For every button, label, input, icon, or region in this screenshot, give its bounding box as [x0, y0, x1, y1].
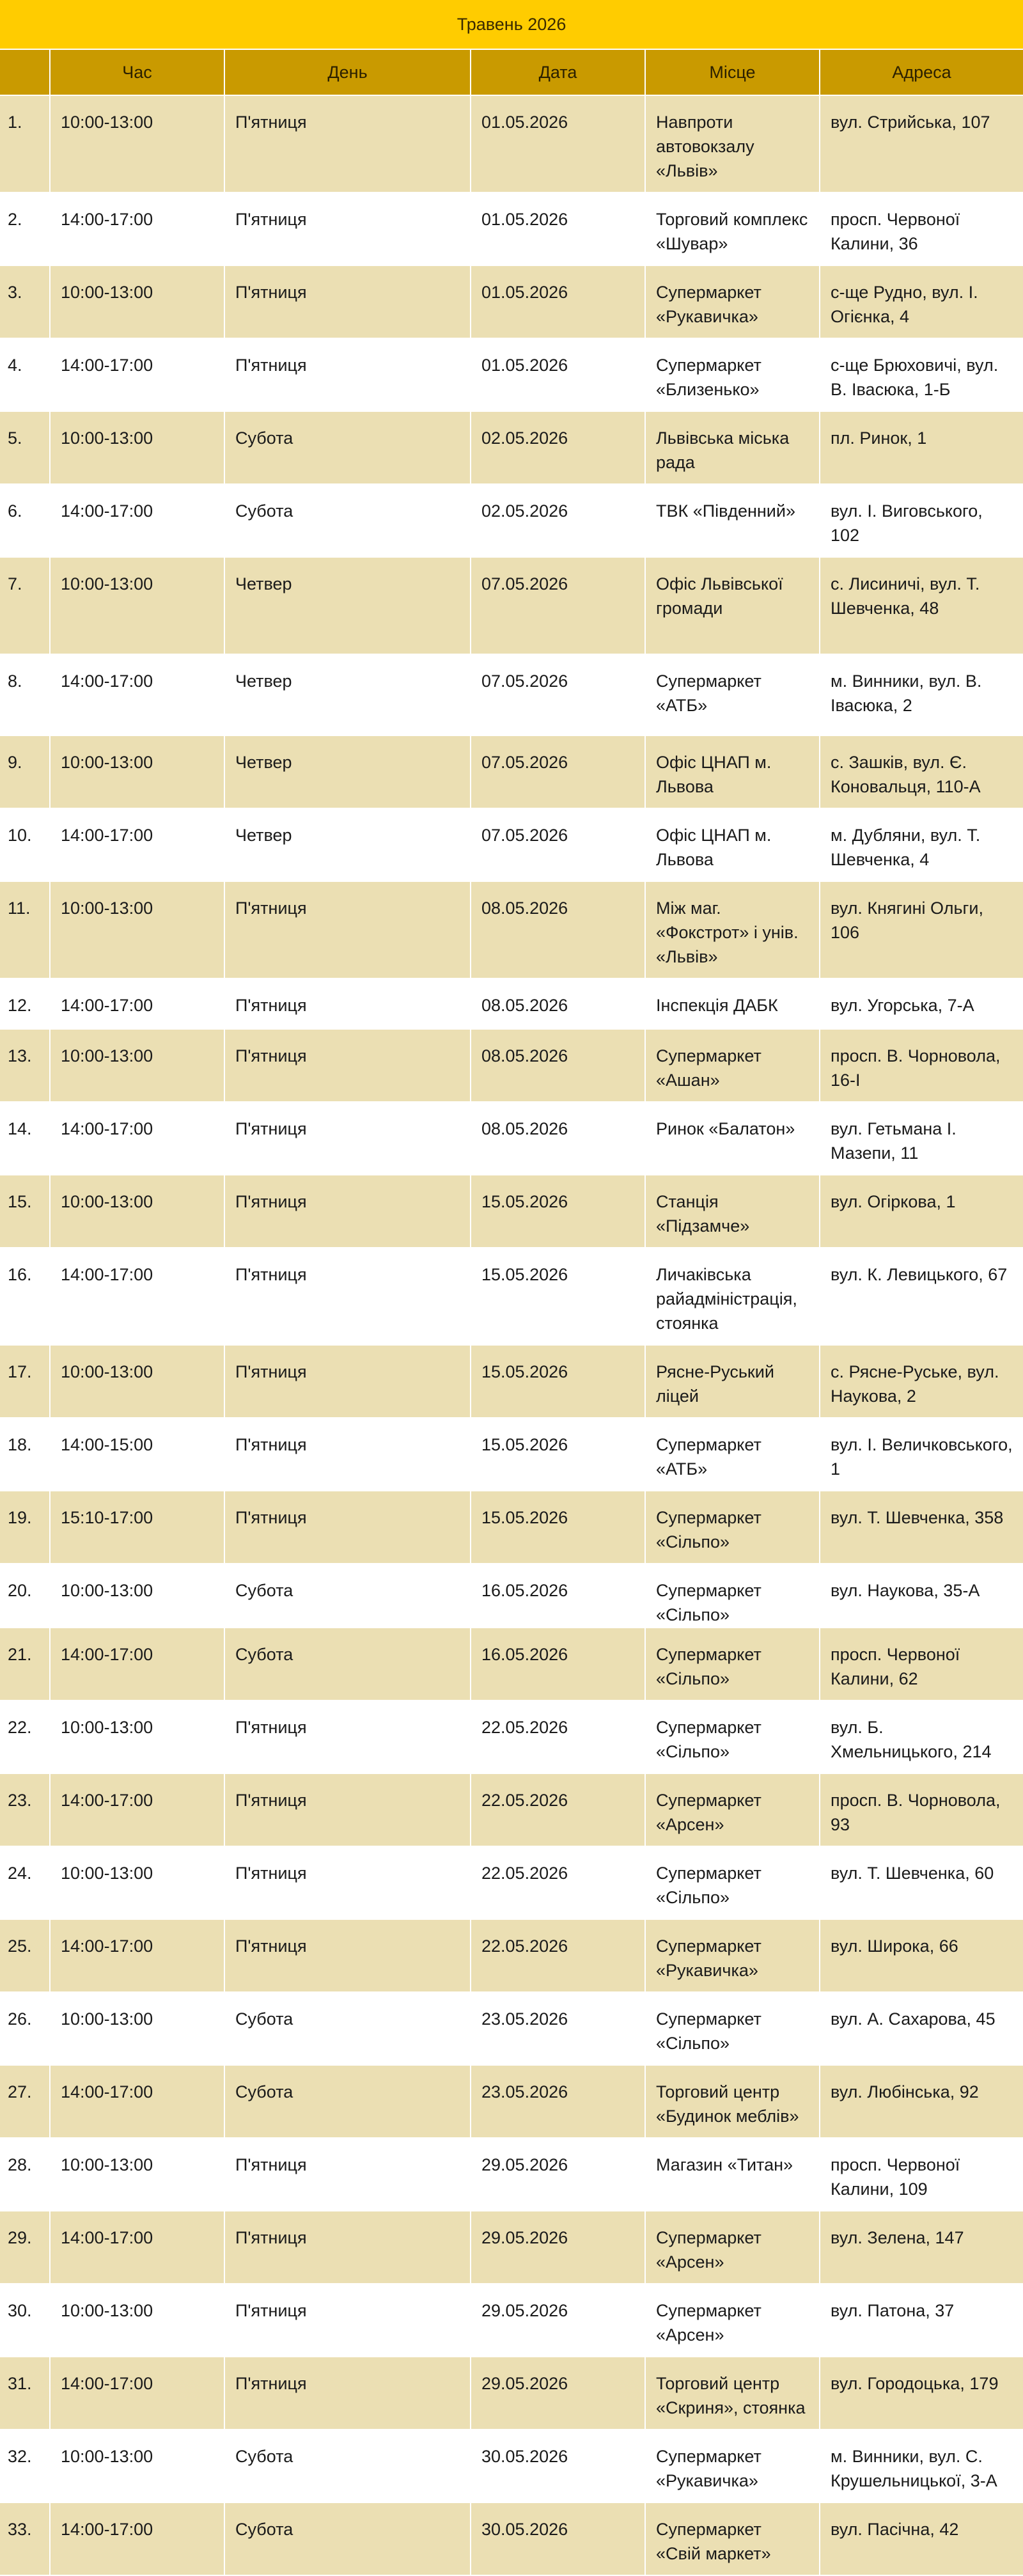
table-body	[0, 95, 1023, 2575]
cell-day: П'ятниця	[224, 1102, 471, 1175]
cell-date: 01.05.2026	[471, 95, 645, 192]
cell-time: 14:00-17:00	[50, 978, 224, 1029]
table-row	[0, 654, 1023, 735]
cell-number: 12.	[0, 978, 50, 1029]
cell-address: вул. Гетьмана І. Мазепи, 11	[820, 1102, 1023, 1175]
table-row	[0, 2138, 1023, 2211]
cell-place: Офіс Львівської громади	[645, 557, 820, 654]
table-row	[0, 978, 1023, 1029]
cell-address: просп. Червоної Калини, 62	[820, 1628, 1023, 1700]
table-row	[0, 1846, 1023, 1919]
table-title-row	[0, 0, 1023, 49]
cell-address: вул. К. Левицького, 67	[820, 1248, 1023, 1345]
cell-time: 10:00-13:00	[50, 557, 224, 654]
cell-date: 07.05.2026	[471, 557, 645, 654]
cell-place: Супермаркет «Рукавичка»	[645, 1919, 820, 1992]
cell-place: Супермаркет «Сільпо»	[645, 1846, 820, 1919]
cell-number: 17.	[0, 1345, 50, 1418]
table-row	[0, 192, 1023, 265]
cell-date: 08.05.2026	[471, 1029, 645, 1102]
cell-time: 10:00-13:00	[50, 2430, 224, 2502]
cell-time: 10:00-13:00	[50, 1029, 224, 1102]
cell-date: 08.05.2026	[471, 978, 645, 1029]
cell-time: 10:00-13:00	[50, 1700, 224, 1773]
cell-date: 15.05.2026	[471, 1175, 645, 1248]
cell-place: Супермаркет «АТБ»	[645, 654, 820, 735]
cell-time: 10:00-13:00	[50, 265, 224, 338]
table-row	[0, 1029, 1023, 1102]
table-row	[0, 1628, 1023, 1700]
table-row	[0, 1992, 1023, 2065]
cell-date: 23.05.2026	[471, 1992, 645, 2065]
cell-place: Супермаркет «Рукавичка»	[645, 2430, 820, 2502]
cell-address: с-ще Рудно, вул. І. Огієнка, 4	[820, 265, 1023, 338]
cell-number: 24.	[0, 1846, 50, 1919]
cell-day: Субота	[224, 1992, 471, 2065]
cell-address: пл. Ринок, 1	[820, 411, 1023, 484]
cell-number: 21.	[0, 1628, 50, 1700]
cell-number: 8.	[0, 654, 50, 735]
cell-date: 23.05.2026	[471, 2065, 645, 2138]
table-title: Травень 2026	[0, 0, 1023, 49]
cell-place: Супермаркет «Сільпо»	[645, 1564, 820, 1628]
cell-number: 2.	[0, 192, 50, 265]
cell-place: Львівська міська рада	[645, 411, 820, 484]
cell-number: 4.	[0, 338, 50, 411]
cell-day: Четвер	[224, 735, 471, 808]
cell-time: 14:00-17:00	[50, 2357, 224, 2430]
cell-address: вул. І. Виговського, 102	[820, 484, 1023, 557]
cell-time: 14:00-15:00	[50, 1418, 224, 1491]
table-row	[0, 2430, 1023, 2502]
cell-address: м. Дубляни, вул. Т. Шевченка, 4	[820, 808, 1023, 881]
cell-day: П'ятниця	[224, 1175, 471, 1248]
cell-place: Личаківська райадміністрація, стоянка	[645, 1248, 820, 1345]
cell-time: 14:00-17:00	[50, 654, 224, 735]
cell-place: Офіс ЦНАП м. Львова	[645, 735, 820, 808]
cell-address: просп. В. Чорновола, 93	[820, 1773, 1023, 1846]
cell-date: 07.05.2026	[471, 735, 645, 808]
table-row	[0, 1700, 1023, 1773]
table-row	[0, 338, 1023, 411]
cell-number: 18.	[0, 1418, 50, 1491]
cell-date: 30.05.2026	[471, 2430, 645, 2502]
cell-number: 33.	[0, 2502, 50, 2575]
cell-day: П'ятниця	[224, 1919, 471, 1992]
table-row	[0, 2357, 1023, 2430]
cell-place: Супермаркет «Сільпо»	[645, 1491, 820, 1564]
cell-time: 14:00-17:00	[50, 1628, 224, 1700]
cell-date: 30.05.2026	[471, 2502, 645, 2575]
cell-day: П'ятниця	[224, 2284, 471, 2357]
cell-date: 22.05.2026	[471, 1773, 645, 1846]
header-number	[0, 49, 50, 95]
cell-date: 22.05.2026	[471, 1919, 645, 1992]
cell-time: 14:00-17:00	[50, 484, 224, 557]
cell-day: Четвер	[224, 808, 471, 881]
cell-number: 10.	[0, 808, 50, 881]
cell-date: 08.05.2026	[471, 1102, 645, 1175]
cell-date: 22.05.2026	[471, 1700, 645, 1773]
cell-number: 25.	[0, 1919, 50, 1992]
cell-day: Субота	[224, 484, 471, 557]
cell-address: вул. Патона, 37	[820, 2284, 1023, 2357]
cell-address: вул. І. Величковського, 1	[820, 1418, 1023, 1491]
cell-address: вул. А. Сахарова, 45	[820, 1992, 1023, 2065]
cell-time: 10:00-13:00	[50, 2138, 224, 2211]
table-row	[0, 557, 1023, 654]
header-place: Місце	[645, 49, 820, 95]
cell-place: ТВК «Південний»	[645, 484, 820, 557]
cell-number: 20.	[0, 1564, 50, 1628]
cell-date: 15.05.2026	[471, 1491, 645, 1564]
cell-address: вул. Широка, 66	[820, 1919, 1023, 1992]
cell-day: П'ятниця	[224, 1248, 471, 1345]
cell-address: с. Лисиничі, вул. Т. Шевченка, 48	[820, 557, 1023, 654]
cell-day: Субота	[224, 2430, 471, 2502]
cell-date: 02.05.2026	[471, 484, 645, 557]
cell-address: вул. Наукова, 35-А	[820, 1564, 1023, 1628]
cell-date: 01.05.2026	[471, 338, 645, 411]
cell-number: 23.	[0, 1773, 50, 1846]
table-row	[0, 1248, 1023, 1345]
cell-address: вул. Стрийська, 107	[820, 95, 1023, 192]
cell-date: 07.05.2026	[471, 654, 645, 735]
header-date: Дата	[471, 49, 645, 95]
header-address: Адреса	[820, 49, 1023, 95]
cell-place: Супермаркет «Арсен»	[645, 1773, 820, 1846]
cell-time: 10:00-13:00	[50, 1175, 224, 1248]
cell-time: 10:00-13:00	[50, 411, 224, 484]
cell-address: вул. Зелена, 147	[820, 2211, 1023, 2284]
cell-place: Супермаркет «Близенько»	[645, 338, 820, 411]
cell-day: П'ятниця	[224, 1029, 471, 1102]
cell-time: 10:00-13:00	[50, 881, 224, 978]
cell-day: П'ятниця	[224, 978, 471, 1029]
cell-day: П'ятниця	[224, 2357, 471, 2430]
table-row	[0, 2211, 1023, 2284]
cell-number: 30.	[0, 2284, 50, 2357]
cell-time: 10:00-13:00	[50, 1564, 224, 1628]
cell-address: вул. Пасічна, 42	[820, 2502, 1023, 2575]
cell-date: 08.05.2026	[471, 881, 645, 978]
cell-date: 15.05.2026	[471, 1248, 645, 1345]
cell-number: 6.	[0, 484, 50, 557]
cell-place: Навпроти автовокзалу «Львів»	[645, 95, 820, 192]
header-time: Час	[50, 49, 224, 95]
cell-date: 29.05.2026	[471, 2357, 645, 2430]
cell-place: Торговий центр «Будинок меблів»	[645, 2065, 820, 2138]
cell-address: вул. Княгині Ольги, 106	[820, 881, 1023, 978]
cell-place: Супермаркет «Арсен»	[645, 2211, 820, 2284]
cell-address: с-ще Брюховичі, вул. В. Івасюка, 1-Б	[820, 338, 1023, 411]
cell-time: 10:00-13:00	[50, 2284, 224, 2357]
table-row	[0, 95, 1023, 192]
cell-day: Субота	[224, 2065, 471, 2138]
cell-day: Субота	[224, 2502, 471, 2575]
cell-address: просп. Червоної Калини, 36	[820, 192, 1023, 265]
cell-day: Четвер	[224, 654, 471, 735]
cell-number: 3.	[0, 265, 50, 338]
cell-address: м. Винники, вул. В. Івасюка, 2	[820, 654, 1023, 735]
cell-number: 16.	[0, 1248, 50, 1345]
cell-time: 10:00-13:00	[50, 735, 224, 808]
table-row	[0, 1491, 1023, 1564]
cell-date: 01.05.2026	[471, 265, 645, 338]
cell-address: м. Винники, вул. С. Крушельницької, 3-А	[820, 2430, 1023, 2502]
cell-address: просп. Червоної Калини, 109	[820, 2138, 1023, 2211]
cell-time: 14:00-17:00	[50, 2065, 224, 2138]
cell-time: 15:10-17:00	[50, 1491, 224, 1564]
cell-place: Торговий комплекс «Шувар»	[645, 192, 820, 265]
table-row	[0, 1102, 1023, 1175]
header-day: День	[224, 49, 471, 95]
cell-date: 29.05.2026	[471, 2138, 645, 2211]
cell-day: Субота	[224, 1564, 471, 1628]
cell-address: вул. Т. Шевченка, 60	[820, 1846, 1023, 1919]
cell-day: П'ятниця	[224, 1773, 471, 1846]
cell-time: 14:00-17:00	[50, 1102, 224, 1175]
table-row	[0, 735, 1023, 808]
cell-number: 7.	[0, 557, 50, 654]
cell-time: 14:00-17:00	[50, 192, 224, 265]
table-row	[0, 2502, 1023, 2575]
cell-place: Рясне-Руський ліцей	[645, 1345, 820, 1418]
cell-number: 14.	[0, 1102, 50, 1175]
cell-day: П'ятниця	[224, 95, 471, 192]
table-row	[0, 808, 1023, 881]
table-header-row	[0, 49, 1023, 95]
cell-day: П'ятниця	[224, 192, 471, 265]
cell-place: Ринок «Балатон»	[645, 1102, 820, 1175]
cell-address: просп. В. Чорновола, 16-І	[820, 1029, 1023, 1102]
cell-number: 31.	[0, 2357, 50, 2430]
table-row	[0, 1418, 1023, 1491]
table-row	[0, 2065, 1023, 2138]
table-row	[0, 1773, 1023, 1846]
table-row	[0, 1564, 1023, 1628]
cell-address: вул. Любінська, 92	[820, 2065, 1023, 2138]
cell-number: 32.	[0, 2430, 50, 2502]
cell-time: 14:00-17:00	[50, 1773, 224, 1846]
cell-day: П'ятниця	[224, 881, 471, 978]
cell-number: 28.	[0, 2138, 50, 2211]
cell-place: Торговий центр «Скриня», стоянка	[645, 2357, 820, 2430]
cell-time: 10:00-13:00	[50, 1345, 224, 1418]
table-row	[0, 2284, 1023, 2357]
cell-number: 11.	[0, 881, 50, 978]
cell-place: Супермаркет «Рукавичка»	[645, 265, 820, 338]
cell-date: 29.05.2026	[471, 2284, 645, 2357]
cell-place: Супермаркет «Ашан»	[645, 1029, 820, 1102]
cell-place: Магазин «Титан»	[645, 2138, 820, 2211]
table-row	[0, 1175, 1023, 1248]
cell-date: 29.05.2026	[471, 2211, 645, 2284]
cell-number: 22.	[0, 1700, 50, 1773]
cell-number: 5.	[0, 411, 50, 484]
cell-date: 16.05.2026	[471, 1628, 645, 1700]
cell-address: вул. Б. Хмельницького, 214	[820, 1700, 1023, 1773]
cell-day: П'ятниця	[224, 2211, 471, 2284]
table-row	[0, 1919, 1023, 1992]
cell-address: с. Рясне-Руське, вул. Наукова, 2	[820, 1345, 1023, 1418]
cell-time: 14:00-17:00	[50, 338, 224, 411]
cell-place: Супермаркет «Свій маркет»	[645, 2502, 820, 2575]
cell-number: 15.	[0, 1175, 50, 1248]
cell-date: 02.05.2026	[471, 411, 645, 484]
cell-address: вул. Огіркова, 1	[820, 1175, 1023, 1248]
cell-place: Супермаркет «Арсен»	[645, 2284, 820, 2357]
cell-place: Супермаркет «Сільпо»	[645, 1628, 820, 1700]
cell-address: с. Зашків, вул. Є. Коновальця, 110-А	[820, 735, 1023, 808]
cell-place: Між маг. «Фокстрот» і унів. «Львів»	[645, 881, 820, 978]
cell-day: П'ятниця	[224, 1846, 471, 1919]
table-row	[0, 881, 1023, 978]
cell-place: Супермаркет «Сільпо»	[645, 1700, 820, 1773]
cell-day: П'ятниця	[224, 338, 471, 411]
cell-place: Супермаркет «Сільпо»	[645, 1992, 820, 2065]
cell-place: Інспекція ДАБК	[645, 978, 820, 1029]
cell-place: Супермаркет «АТБ»	[645, 1418, 820, 1491]
cell-place: Офіс ЦНАП м. Львова	[645, 808, 820, 881]
cell-day: Субота	[224, 1628, 471, 1700]
cell-time: 14:00-17:00	[50, 2211, 224, 2284]
cell-number: 13.	[0, 1029, 50, 1102]
cell-day: П'ятниця	[224, 2138, 471, 2211]
cell-day: Субота	[224, 411, 471, 484]
cell-time: 14:00-17:00	[50, 1248, 224, 1345]
cell-time: 10:00-13:00	[50, 95, 224, 192]
cell-date: 22.05.2026	[471, 1846, 645, 1919]
cell-day: Четвер	[224, 557, 471, 654]
cell-time: 14:00-17:00	[50, 1919, 224, 1992]
cell-date: 15.05.2026	[471, 1418, 645, 1491]
cell-place: Станція «Підзамче»	[645, 1175, 820, 1248]
cell-day: П'ятниця	[224, 1345, 471, 1418]
cell-day: П'ятниця	[224, 1418, 471, 1491]
table-row	[0, 484, 1023, 557]
cell-address: вул. Т. Шевченка, 358	[820, 1491, 1023, 1564]
table-row	[0, 1345, 1023, 1418]
cell-number: 26.	[0, 1992, 50, 2065]
cell-number: 9.	[0, 735, 50, 808]
cell-address: вул. Угорська, 7-А	[820, 978, 1023, 1029]
cell-time: 10:00-13:00	[50, 1846, 224, 1919]
cell-time: 14:00-17:00	[50, 2502, 224, 2575]
cell-number: 27.	[0, 2065, 50, 2138]
cell-address: вул. Городоцька, 179	[820, 2357, 1023, 2430]
cell-date: 07.05.2026	[471, 808, 645, 881]
cell-time: 10:00-13:00	[50, 1992, 224, 2065]
cell-day: П'ятниця	[224, 1700, 471, 1773]
cell-day: П'ятниця	[224, 265, 471, 338]
table-row	[0, 265, 1023, 338]
cell-date: 15.05.2026	[471, 1345, 645, 1418]
cell-time: 14:00-17:00	[50, 808, 224, 881]
cell-number: 19.	[0, 1491, 50, 1564]
cell-number: 29.	[0, 2211, 50, 2284]
cell-date: 01.05.2026	[471, 192, 645, 265]
cell-day: П'ятниця	[224, 1491, 471, 1564]
cell-number: 1.	[0, 95, 50, 192]
table-row	[0, 411, 1023, 484]
cell-date: 16.05.2026	[471, 1564, 645, 1628]
